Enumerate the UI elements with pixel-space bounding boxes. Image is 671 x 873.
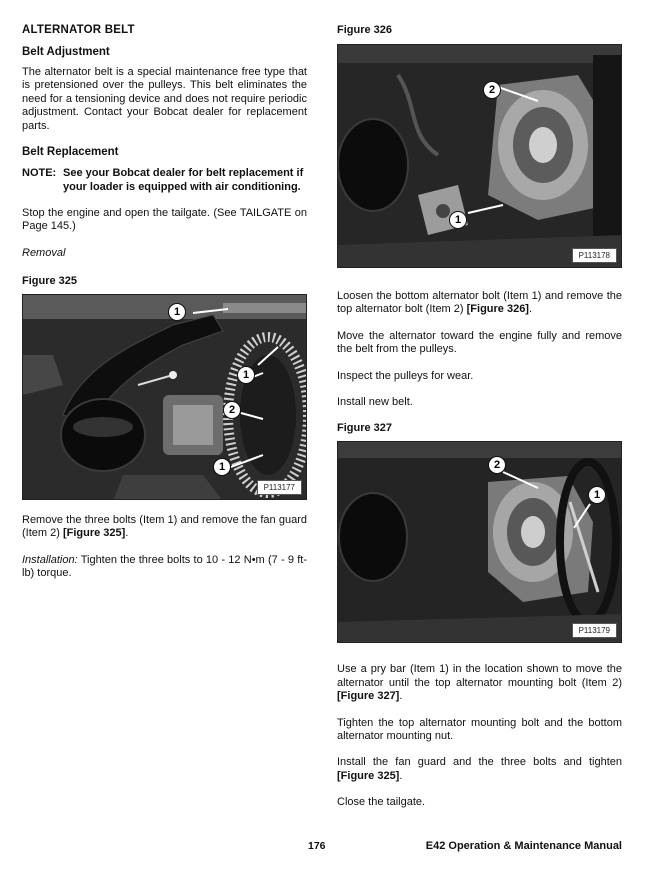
figure-327-label: Figure 327 bbox=[337, 422, 393, 435]
page-footer bbox=[0, 840, 671, 860]
figure-326-photo bbox=[337, 44, 622, 268]
callout-item-2: 2 bbox=[483, 81, 501, 99]
pry-bar-photo bbox=[338, 442, 622, 643]
note-text: See your Bobcat dealer for belt replacement if your loader is equipped with air conditioning. bbox=[63, 167, 304, 194]
figure-325-code: P113177 bbox=[257, 480, 302, 495]
callout-item-1: 1 bbox=[213, 458, 231, 476]
callout-item-1: 1 bbox=[168, 303, 186, 321]
callout-item-2: 2 bbox=[488, 456, 506, 474]
inspect-pulleys-text: Inspect the pulleys for wear. bbox=[337, 369, 474, 382]
callout-item-1: 1 bbox=[449, 211, 467, 229]
callout-item-2: 2 bbox=[223, 401, 241, 419]
section-title: ALTERNATOR BELT bbox=[22, 24, 135, 36]
left-column bbox=[22, 24, 307, 593]
remove-bolts-text: Remove the three bolts (Item 1) and remove the fan guard (Item 2) [Figure 325]. bbox=[22, 513, 307, 540]
removal-label: Removal bbox=[22, 246, 66, 259]
figure-325-label: Figure 325 bbox=[22, 274, 78, 287]
figure-327-photo bbox=[337, 441, 622, 643]
pry-bar-text: Use a pry bar (Item 1) in the location shown to move the alternator until the top alternator mounting bolt (Item 2) [Figure 327]. bbox=[337, 663, 622, 703]
note-label: NOTE: bbox=[22, 167, 57, 180]
figure-327-code: P113179 bbox=[572, 623, 617, 638]
callout-item-1: 1 bbox=[588, 486, 606, 504]
figure-326-code: P113178 bbox=[572, 248, 617, 263]
belt-adjustment-text: The alternator belt is a special maintenance free type that is pretensioned over the pulleys. This belt eliminates the need for a tensioning device and does not require periodic adjustment. Contact your Bobcat dealer for replacement parts. bbox=[22, 66, 307, 132]
note-block bbox=[22, 166, 307, 194]
installation-text: Installation: Tighten the three bolts to 10 - 12 N•m (7 - 9 ft-lb) torque. bbox=[22, 553, 307, 580]
figure-325-photo bbox=[22, 294, 307, 500]
close-tailgate-text: Close the tailgate. bbox=[337, 796, 426, 809]
callout-item-1: 1 bbox=[237, 366, 255, 384]
loosen-bolt-text: Loosen the bottom alternator bolt (Item 1) and remove the top alternator bolt (Item 2) [Figure 326]. bbox=[337, 290, 622, 316]
belt-replacement-heading: Belt Replacement bbox=[22, 146, 119, 159]
manual-title: E42 Operation & Maintenance Manual bbox=[425, 840, 622, 852]
stop-engine-text: Stop the engine and open the tailgate. (See TAILGATE on Page 145.) bbox=[22, 207, 307, 233]
page-number: 176 bbox=[308, 840, 326, 852]
alternator-photo bbox=[338, 45, 622, 268]
engine-fan-photo bbox=[23, 295, 307, 500]
tighten-bolt-text: Tighten the top alternator mounting bolt and the bottom alternator mounting nut. bbox=[337, 716, 622, 743]
right-column bbox=[337, 24, 622, 823]
figure-326-label: Figure 326 bbox=[337, 24, 393, 36]
belt-adjustment-heading: Belt Adjustment bbox=[22, 46, 110, 58]
install-belt-text: Install new belt. bbox=[337, 396, 413, 409]
install-guard-text: Install the fan guard and the three bolts and tighten [Figure 325]. bbox=[337, 756, 622, 782]
move-alternator-text: Move the alternator toward the engine fully and remove the belt from the pulleys. bbox=[337, 329, 622, 356]
